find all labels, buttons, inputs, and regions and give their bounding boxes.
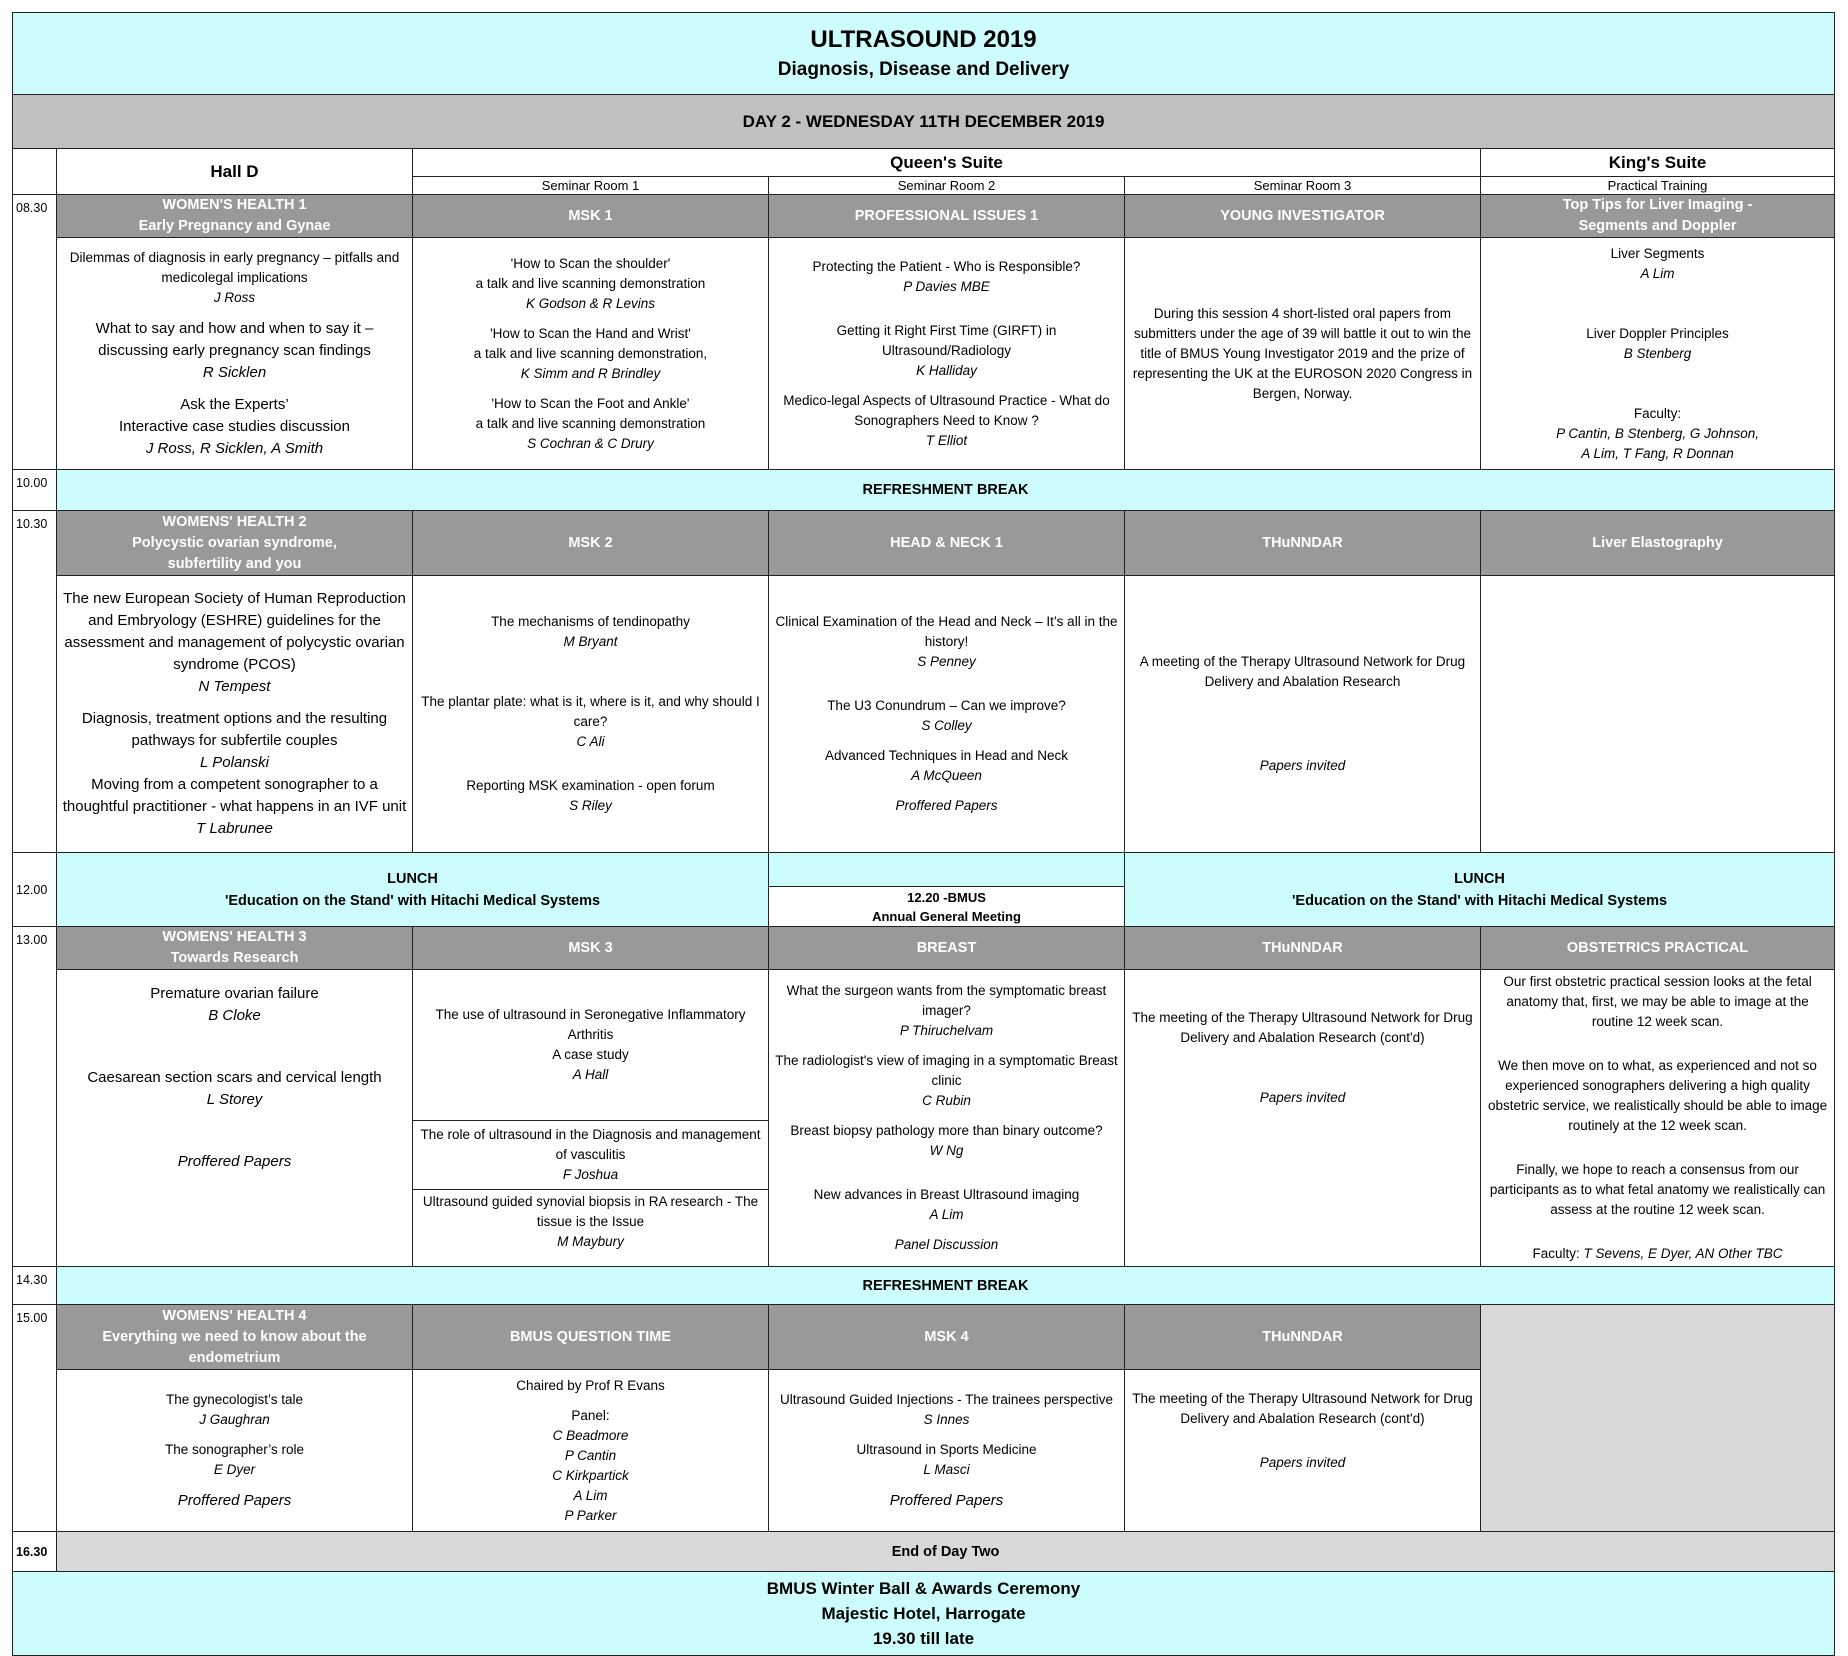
papers-invited-note: Papers invited — [1259, 1090, 1346, 1105]
refreshment-break: REFRESHMENT BREAK — [57, 470, 1835, 511]
session-title-womens-health-1 — [57, 195, 413, 238]
session-title-womens-health-2 — [57, 511, 413, 576]
talk-title: Ultrasound Guided Injections - The trainees perspective — [780, 1391, 1113, 1407]
speaker: K Simm and R Brindley — [520, 365, 661, 381]
venue-hall-d: Hall D — [57, 149, 413, 195]
session-content-womens-health-4 — [57, 1370, 413, 1532]
session-title-line: Towards Research — [170, 950, 299, 966]
agm-title: Annual General Meeting — [872, 908, 1021, 924]
papers-invited-note: Papers invited — [1259, 758, 1346, 773]
faculty-names: A Lim, T Fang, R Donnan — [1581, 445, 1734, 461]
end-of-day: End of Day Two — [57, 1532, 1835, 1572]
practical-paragraph: Our first obstetric practical session looks at the fetal anatomy that, first, we may be able to image at the routine 12 week scan. — [1503, 974, 1812, 1029]
session-title-head-neck-1: HEAD & NECK 1 — [769, 511, 1125, 576]
session-title-line: endometrium — [188, 1349, 281, 1366]
programme-table — [12, 12, 1835, 1656]
speaker: N Tempest — [198, 678, 271, 695]
session-content-womens-health-2 — [57, 576, 413, 853]
talk-title: Caesarean section scars and cervical length — [87, 1069, 382, 1086]
speaker: S Penney — [917, 654, 976, 669]
panel-label: Panel: — [571, 1407, 610, 1423]
session-title-line: Early Pregnancy and Gynae — [138, 218, 331, 234]
faculty-names: T Sevens, E Dyer, AN Other TBC — [1583, 1246, 1783, 1261]
session-description: A meeting of the Therapy Ultrasound Network for Drug Delivery and Abalation Research — [1139, 654, 1466, 689]
speaker: J Ross — [213, 289, 256, 305]
talk-title: Medico-legal Aspects of Ultrasound Practice - What do Sonographers Need to Know ? — [783, 392, 1110, 428]
speaker: P Davies MBE — [903, 278, 990, 294]
session-content-msk-2 — [413, 576, 769, 853]
agm-time: 12.20 -BMUS — [907, 889, 986, 905]
speaker: E Dyer — [213, 1461, 256, 1477]
ball-venue: Majestic Hotel, Harrogate — [821, 1604, 1026, 1623]
session-title-line: WOMENS' HEALTH 3 — [162, 929, 307, 945]
speaker: B Cloke — [208, 1007, 261, 1024]
speaker: A Hall — [572, 1067, 609, 1083]
faculty-label: Faculty: — [1633, 405, 1682, 421]
talk-title: Moving from a competent sonographer to a thoughtful practitioner - what happens in an IVF unit — [62, 776, 407, 815]
session-content-young-investigator — [1125, 238, 1481, 470]
speaker: A Lim — [1640, 265, 1675, 281]
speaker: K Halliday — [916, 362, 977, 378]
talk-title: A case study — [552, 1047, 629, 1063]
lunch-middle-spacer — [769, 853, 1125, 887]
talk-title: Getting it Right First Time (GIRFT) in Ultrasound/Radiology — [836, 322, 1057, 358]
session-description: During this session 4 short-listed oral papers from submitters under the age of 39 will battle it out to win the title of BMUS Young Investigator 2019 and the prize of representing the UK at the EUROSON 2020 Congress in Bergen, Norway. — [1132, 305, 1473, 401]
session-title-liver-imaging — [1481, 195, 1835, 238]
talk-title: Ask the Experts’ — [180, 395, 289, 413]
lunch-left — [57, 853, 769, 927]
panel-discussion: Panel Discussion — [894, 1237, 999, 1252]
talk-title: What to say and how and when to say it – discussing early pregnancy scan findings — [95, 319, 374, 359]
panelist: P Cantin — [564, 1447, 617, 1463]
session-content-breast — [769, 970, 1125, 1267]
session-title-msk-4: MSK 4 — [769, 1305, 1125, 1370]
session-title-line: subfertility and you — [167, 555, 302, 572]
talk-title: Breast biopsy pathology more than binary outcome? — [790, 1123, 1103, 1138]
session-content-liver-imaging — [1481, 238, 1835, 470]
session-title-msk-3: MSK 3 — [413, 927, 769, 970]
session-title-line: Everything we need to know about the — [102, 1328, 367, 1345]
session-content-thunndar — [1125, 970, 1481, 1267]
lunch-label: LUNCH — [1454, 870, 1505, 887]
session-content-thunndar — [1125, 576, 1481, 853]
lunch-right — [1125, 853, 1835, 927]
session-content-msk-4 — [769, 1370, 1125, 1532]
day-heading: DAY 2 - WEDNESDAY 11TH DECEMBER 2019 — [13, 95, 1835, 149]
talk-title: Premature ovarian failure — [150, 985, 319, 1002]
venue-kings-suite: King's Suite — [1481, 149, 1835, 177]
speaker: A McQueen — [911, 768, 982, 783]
session-content-liver-elastography — [1481, 576, 1835, 853]
talk-title: The use of ultrasound in Seronegative Inflammatory Arthritis — [435, 1007, 746, 1043]
talk-block-vasculitis — [413, 1121, 769, 1190]
speaker: W Ng — [929, 1143, 964, 1158]
time-slot: 10.30 — [13, 511, 57, 853]
session-title-obstetrics-practical: OBSTETRICS PRACTICAL — [1481, 927, 1835, 970]
talk-title: The new European Society of Human Reproduction and Embryology (ESHRE) guidelines for the assessment and management of polycystic ovarian syndrome (PCOS) — [63, 590, 406, 673]
talk-title: Diagnosis, treatment options and the resulting pathways for subfertile couples — [81, 710, 388, 749]
proffered-papers: Proffered Papers — [177, 1491, 292, 1509]
session-content-professional-issues-1 — [769, 238, 1125, 470]
talk-title: 'How to Scan the shoulder' — [510, 255, 671, 271]
ball-time: 19.30 till late — [872, 1629, 975, 1648]
winter-ball-banner — [13, 1572, 1835, 1656]
panelist: C Beadmore — [552, 1427, 629, 1443]
session-content-thunndar — [1125, 1370, 1481, 1532]
speaker: C Rubin — [922, 1093, 971, 1108]
talk-title: Ultrasound in Sports Medicine — [856, 1441, 1037, 1457]
time-slot: 08.30 — [13, 195, 57, 470]
lunch-label: LUNCH — [387, 870, 438, 887]
session-content-obstetrics-practical — [1481, 970, 1835, 1267]
session-title-womens-health-4 — [57, 1305, 413, 1370]
room-practical-training: Practical Training — [1481, 177, 1835, 195]
panelist: C Kirkpartick — [552, 1467, 629, 1483]
proffered-papers: Proffered Papers — [177, 1153, 292, 1170]
talk-title: Protecting the Patient - Who is Responsible? — [812, 258, 1081, 274]
time-slot: 15.00 — [13, 1305, 57, 1532]
speaker: C Ali — [576, 734, 605, 749]
talk-title: The radiologist's view of imaging in a symptomatic Breast clinic — [775, 1053, 1118, 1088]
speaker: L Polanski — [200, 754, 269, 771]
practical-faculty — [1484, 1244, 1831, 1264]
session-title-thunndar: THuNNDAR — [1125, 1305, 1481, 1370]
programme-subtitle: Diagnosis, Disease and Delivery — [777, 59, 1070, 80]
speaker: F Joshua — [562, 1167, 619, 1183]
talk-title: The gynecologist’s tale — [165, 1391, 304, 1407]
session-content-msk-1 — [413, 238, 769, 470]
talk-title: Advanced Techniques in Head and Neck — [825, 748, 1068, 763]
talk-title: Interactive case studies discussion — [119, 417, 350, 435]
programme-sheet — [12, 12, 1834, 1656]
talk-title: a talk and live scanning demonstration — [475, 275, 706, 291]
time-header-blank — [13, 149, 57, 195]
talk-title: The mechanisms of tendinopathy — [491, 614, 690, 629]
speaker: M Bryant — [563, 634, 618, 649]
session-content-womens-health-1 — [57, 238, 413, 470]
talk-title: Ultrasound guided synovial biopsis in RA research - The tissue is the Issue — [422, 1194, 759, 1230]
speaker: S Innes — [923, 1411, 970, 1427]
talk-title: Reporting MSK examination - open forum — [466, 778, 715, 793]
proffered-papers: Proffered Papers — [889, 1491, 1004, 1509]
chair: Chaired by Prof R Evans — [516, 1377, 665, 1393]
speaker: S Riley — [569, 798, 612, 813]
refreshment-break: REFRESHMENT BREAK — [57, 1267, 1835, 1305]
speaker: A Lim — [929, 1207, 964, 1222]
speaker: S Colley — [921, 718, 972, 733]
lunch-sponsor: 'Education on the Stand' with Hitachi Medical Systems — [1291, 892, 1668, 909]
session-title-line: WOMENS' HEALTH 2 — [162, 513, 307, 530]
room-seminar-1: Seminar Room 1 — [413, 177, 769, 195]
time-slot: 16.30 — [13, 1532, 57, 1572]
session-title-line: WOMEN'S HEALTH 1 — [162, 197, 307, 213]
speaker: S Cochran & C Drury — [527, 435, 654, 451]
speaker: J Gaughran — [199, 1411, 270, 1427]
time-slot: 13.00 — [13, 927, 57, 1267]
talk-title: New advances in Breast Ultrasound imaging — [813, 1187, 1080, 1202]
session-title-thunndar: THuNNDAR — [1125, 927, 1481, 970]
speaker: L Masci — [923, 1461, 970, 1477]
lunch-sponsor: 'Education on the Stand' with Hitachi Medical Systems — [224, 892, 601, 909]
session-title-msk-1: MSK 1 — [413, 195, 769, 238]
talk-title: Clinical Examination of the Head and Neck – It’s all in the history! — [775, 614, 1118, 649]
session-title-liver-elastography: Liver Elastography — [1481, 511, 1835, 576]
talk-title: The sonographer’s role — [164, 1441, 305, 1457]
talk-block-seronegative — [413, 970, 769, 1121]
programme-title-banner — [13, 13, 1835, 95]
speaker: B Stenberg — [1623, 345, 1692, 361]
talk-title: The role of ultrasound in the Diagnosis and management of vasculitis — [420, 1127, 761, 1163]
session-title-line: WOMENS' HEALTH 4 — [162, 1307, 307, 1324]
talk-title: Liver Doppler Principles — [1586, 325, 1729, 341]
programme-title: ULTRASOUND 2019 — [810, 26, 1037, 53]
session-description: The meeting of the Therapy Ultrasound Network for Drug Delivery and Abalation Research (cont'd) — [1132, 1010, 1473, 1045]
time-slot: 12.00 — [13, 853, 57, 927]
faculty-label: Faculty: — [1532, 1246, 1584, 1261]
room-seminar-3: Seminar Room 3 — [1125, 177, 1481, 195]
session-description: The meeting of the Therapy Ultrasound Network for Drug Delivery and Abalation Research (cont'd) — [1132, 1390, 1473, 1426]
talk-title: Liver Segments — [1610, 245, 1705, 261]
time-slot: 14.30 — [13, 1267, 57, 1305]
session-content-head-neck-1 — [769, 576, 1125, 853]
talk-title: 'How to Scan the Foot and Ankle' — [491, 395, 690, 411]
time-slot: 10.00 — [13, 470, 57, 511]
session-content-bmus-question-time — [413, 1370, 769, 1532]
session-title-line: Top Tips for Liver Imaging - — [1562, 197, 1753, 213]
room-seminar-2: Seminar Room 2 — [769, 177, 1125, 195]
talk-title: a talk and live scanning demonstration, — [473, 345, 708, 361]
talk-title: a talk and live scanning demonstration — [475, 415, 706, 431]
session-title-young-investigator: YOUNG INVESTIGATOR — [1125, 195, 1481, 238]
panelist: A Lim — [573, 1487, 608, 1503]
speaker: P Thiruchelvam — [899, 1023, 994, 1038]
papers-invited-note: Papers invited — [1259, 1454, 1346, 1470]
practical-paragraph: We then move on to what, as experienced and not so experienced sonographers delivering a high quality obstetric service, we realistically should be able to image routinely at the 12 week scan. — [1487, 1058, 1828, 1133]
speaker: L Storey — [206, 1091, 263, 1108]
session-title-womens-health-3 — [57, 927, 413, 970]
proffered-papers: Proffered Papers — [895, 798, 998, 813]
session-title-msk-2: MSK 2 — [413, 511, 769, 576]
panelist: P Parker — [564, 1507, 617, 1523]
venue-queens-suite: Queen's Suite — [413, 149, 1481, 177]
speaker: J Ross, R Sicklen, A Smith — [145, 439, 324, 457]
session-content-womens-health-3 — [57, 970, 413, 1267]
talk-title: Dilemmas of diagnosis in early pregnancy – pitfalls and medicolegal implications — [69, 249, 400, 285]
session-title-bmus-question-time: BMUS QUESTION TIME — [413, 1305, 769, 1370]
talk-title: 'How to Scan the Hand and Wrist' — [490, 325, 691, 341]
speaker: R Sicklen — [202, 363, 267, 381]
session-title-thunndar: THuNNDAR — [1125, 511, 1481, 576]
talk-title: The plantar plate: what is it, where is it, and why should I care? — [421, 694, 760, 729]
empty-slot — [1481, 1305, 1835, 1532]
faculty-names: P Cantin, B Stenberg, G Johnson, — [1556, 425, 1759, 441]
speaker: T Elliot — [925, 432, 968, 448]
speaker: M Maybury — [557, 1234, 624, 1250]
talk-title: The U3 Conundrum – Can we improve? — [827, 698, 1066, 713]
talk-block-synovial-biopsis — [413, 1190, 769, 1267]
practical-paragraph: Finally, we hope to reach a consensus from our participants as to what fetal anatomy we realistically can assess at the routine 12 week scan. — [1489, 1162, 1826, 1217]
bmus-agm — [769, 887, 1125, 927]
speaker: T Labrunee — [196, 820, 273, 837]
talk-title: What the surgeon wants from the symptomatic breast imager? — [786, 983, 1107, 1018]
ball-title: BMUS Winter Ball & Awards Ceremony — [766, 1579, 1081, 1598]
session-title-line: Segments and Doppler — [1578, 218, 1737, 234]
session-title-line: Polycystic ovarian syndrome, — [132, 534, 337, 551]
session-title-professional-issues-1: PROFESSIONAL ISSUES 1 — [769, 195, 1125, 238]
speaker: K Godson & R Levins — [525, 295, 656, 311]
session-title-breast: BREAST — [769, 927, 1125, 970]
